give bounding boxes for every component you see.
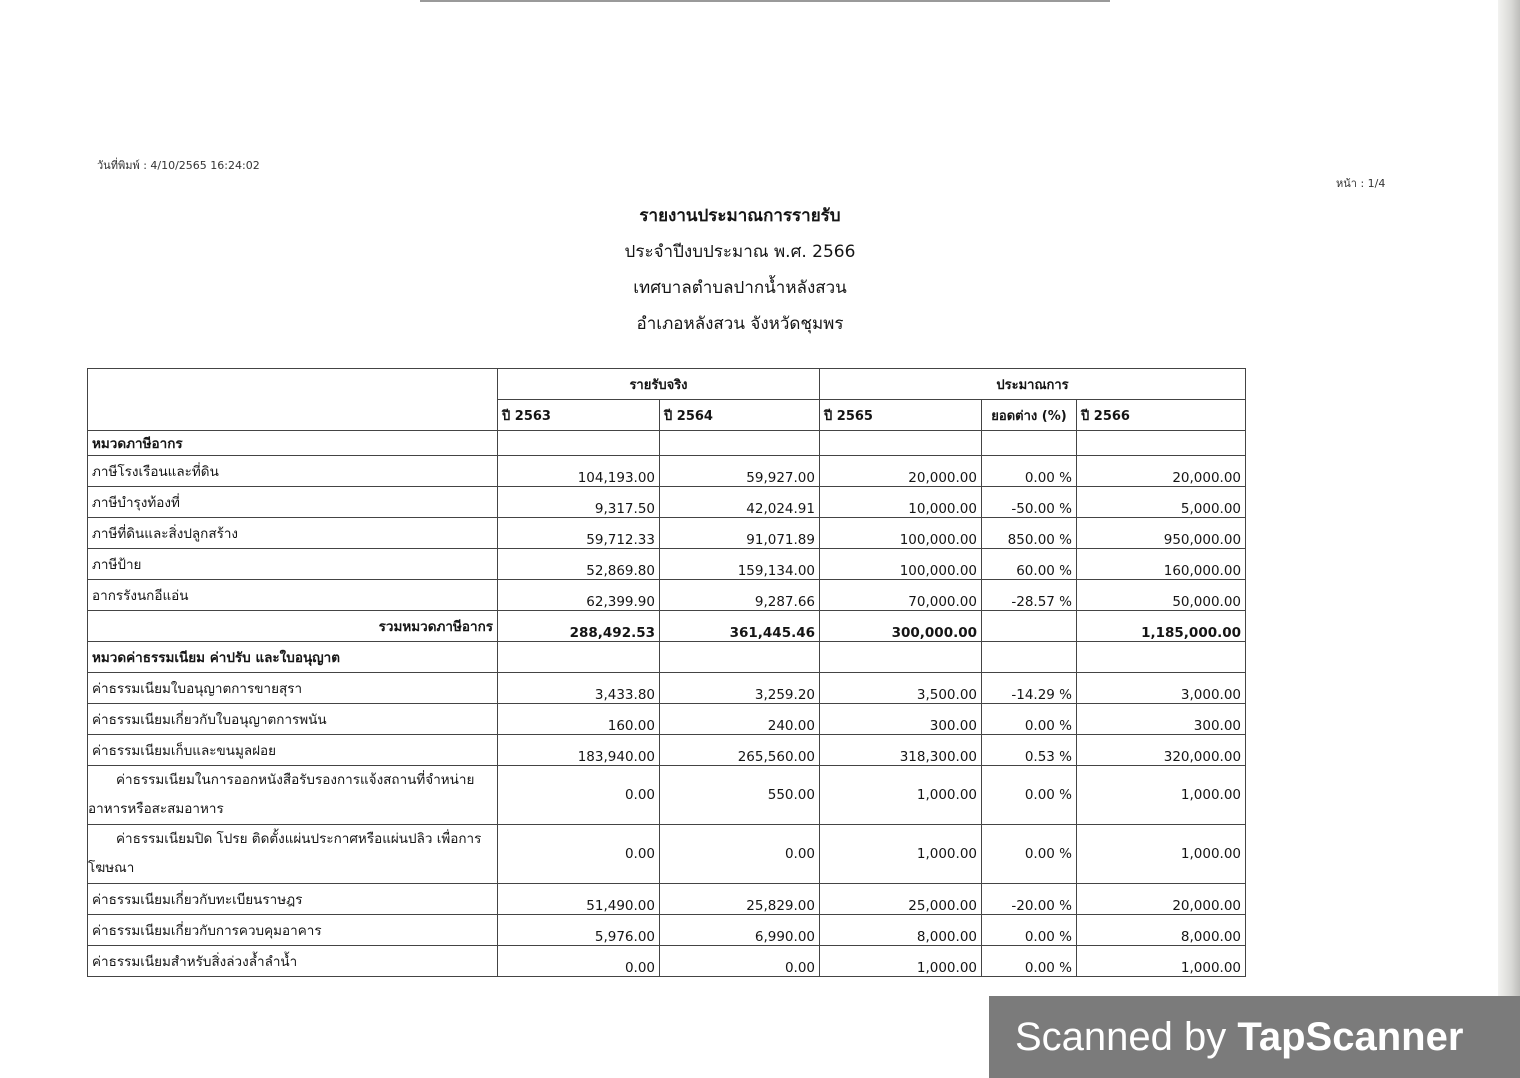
value-2566: 20,000.00 bbox=[1077, 884, 1246, 915]
value-2564: 550.00 bbox=[660, 766, 820, 825]
value-2566: 5,000.00 bbox=[1077, 487, 1246, 518]
value-2565: 25,000.00 bbox=[820, 884, 982, 915]
value-2564: 9,287.66 bbox=[660, 580, 820, 611]
value-2566: 1,000.00 bbox=[1077, 946, 1246, 977]
value-difference: -14.29 % bbox=[982, 673, 1077, 704]
value-2563: 59,712.33 bbox=[498, 518, 660, 549]
category-row-taxes bbox=[88, 431, 1246, 456]
value-difference: -50.00 % bbox=[982, 487, 1077, 518]
watermark-prefix: Scanned by bbox=[1015, 1015, 1238, 1059]
table-row bbox=[88, 487, 1246, 518]
row-label: ภาษีบำรุงท้องที่ bbox=[88, 487, 498, 518]
row-label: อากรรังนกอีแอ่น bbox=[88, 580, 498, 611]
row-label: ภาษีโรงเรือนและที่ดิน bbox=[88, 456, 498, 487]
category-label: หมวดภาษีอากร bbox=[88, 431, 498, 456]
value-2565: 100,000.00 bbox=[820, 549, 982, 580]
row-label: ค่าธรรมเนียมเก็บและขนมูลฝอย bbox=[88, 735, 498, 766]
table-row bbox=[88, 518, 1246, 549]
value-2565: 70,000.00 bbox=[820, 580, 982, 611]
fiscal-year-title: ประจำปีงบประมาณ พ.ศ. 2566 bbox=[624, 242, 856, 262]
value-difference: 0.00 % bbox=[982, 915, 1077, 946]
header-year-2566: ปี 2566 bbox=[1077, 400, 1246, 431]
value-2566: 50,000.00 bbox=[1077, 580, 1246, 611]
value-2566: 20,000.00 bbox=[1077, 456, 1246, 487]
value-2564: 265,560.00 bbox=[660, 735, 820, 766]
total-2566: 1,185,000.00 bbox=[1077, 611, 1246, 642]
value-2565: 1,000.00 bbox=[820, 825, 982, 884]
table-row bbox=[88, 735, 1246, 766]
value-difference: -20.00 % bbox=[982, 884, 1077, 915]
row-label: ค่าธรรมเนียมปิด โปรย ติดตั้งแผ่นประกาศหรือแผ่นปลิว เพื่อการโฆษณา bbox=[88, 825, 498, 884]
value-2565: 300.00 bbox=[820, 704, 982, 735]
total-row-taxes bbox=[88, 611, 1246, 642]
value-2564: 0.00 bbox=[660, 946, 820, 977]
total-2563: 288,492.53 bbox=[498, 611, 660, 642]
scanner-watermark bbox=[989, 996, 1520, 1078]
header-year-2563: ปี 2563 bbox=[498, 400, 660, 431]
table-row bbox=[88, 580, 1246, 611]
value-2564: 25,829.00 bbox=[660, 884, 820, 915]
print-date: วันที่พิมพ์ : 4/10/2565 16:24:02 bbox=[97, 159, 260, 172]
value-2563: 3,433.80 bbox=[498, 673, 660, 704]
value-2563: 0.00 bbox=[498, 766, 660, 825]
value-2563: 160.00 bbox=[498, 704, 660, 735]
value-difference: 0.00 % bbox=[982, 825, 1077, 884]
row-label: ค่าธรรมเนียมเกี่ยวกับการควบคุมอาคาร bbox=[88, 915, 498, 946]
row-label: ภาษีป้าย bbox=[88, 549, 498, 580]
value-difference: -28.57 % bbox=[982, 580, 1077, 611]
value-2563: 52,869.80 bbox=[498, 549, 660, 580]
value-2564: 42,024.91 bbox=[660, 487, 820, 518]
row-label: ค่าธรรมเนียมเกี่ยวกับใบอนุญาตการพนัน bbox=[88, 704, 498, 735]
value-difference: 0.00 % bbox=[982, 456, 1077, 487]
value-2563: 0.00 bbox=[498, 825, 660, 884]
value-2564: 0.00 bbox=[660, 825, 820, 884]
value-2566: 950,000.00 bbox=[1077, 518, 1246, 549]
table-row bbox=[88, 825, 1246, 884]
value-difference: 0.00 % bbox=[982, 704, 1077, 735]
table-row bbox=[88, 946, 1246, 977]
header-row-groups bbox=[88, 369, 1246, 400]
value-2565: 8,000.00 bbox=[820, 915, 982, 946]
row-label: ภาษีที่ดินและสิ่งปลูกสร้าง bbox=[88, 518, 498, 549]
row-label: ค่าธรรมเนียมในการออกหนังสือรับรองการแจ้งสถานที่จำหน่ายอาหารหรือสะสมอาหาร bbox=[88, 766, 498, 825]
total-label: รวมหมวดภาษีอากร bbox=[88, 611, 498, 642]
value-2563: 9,317.50 bbox=[498, 487, 660, 518]
value-2565: 20,000.00 bbox=[820, 456, 982, 487]
table-row bbox=[88, 456, 1246, 487]
page-number: หน้า : 1/4 bbox=[1336, 177, 1386, 190]
report-title: รายงานประมาณการรายรับ bbox=[639, 206, 841, 226]
value-2565: 10,000.00 bbox=[820, 487, 982, 518]
header-empty-cell bbox=[88, 369, 498, 431]
value-2564: 6,990.00 bbox=[660, 915, 820, 946]
page-edge-shadow bbox=[1498, 0, 1520, 1078]
value-2565: 1,000.00 bbox=[820, 946, 982, 977]
watermark-brand: TapScanner bbox=[1237, 1015, 1464, 1059]
value-2565: 100,000.00 bbox=[820, 518, 982, 549]
total-difference-empty bbox=[982, 611, 1077, 642]
table-row bbox=[88, 884, 1246, 915]
value-difference: 0.00 % bbox=[982, 766, 1077, 825]
row-label: ค่าธรรมเนียมเกี่ยวกับทะเบียนราษฎร bbox=[88, 884, 498, 915]
value-2566: 3,000.00 bbox=[1077, 673, 1246, 704]
table-row bbox=[88, 549, 1246, 580]
category-label: หมวดค่าธรรมเนียม ค่าปรับ และใบอนุญาต bbox=[88, 642, 498, 673]
table-row bbox=[88, 766, 1246, 825]
value-2563: 5,976.00 bbox=[498, 915, 660, 946]
district-title: อำเภอหลังสวน จังหวัดชุมพร bbox=[636, 314, 844, 334]
value-difference: 0.53 % bbox=[982, 735, 1077, 766]
value-2563: 0.00 bbox=[498, 946, 660, 977]
header-difference-percent: ยอดต่าง (%) bbox=[982, 400, 1077, 431]
row-label: ค่าธรรมเนียมสำหรับสิ่งล่วงล้ำลำน้ำ bbox=[88, 946, 498, 977]
total-2564: 361,445.46 bbox=[660, 611, 820, 642]
table-row bbox=[88, 673, 1246, 704]
report-title-block bbox=[460, 198, 1020, 342]
table-row bbox=[88, 915, 1246, 946]
value-2566: 300.00 bbox=[1077, 704, 1246, 735]
value-2563: 183,940.00 bbox=[498, 735, 660, 766]
value-2563: 104,193.00 bbox=[498, 456, 660, 487]
value-2565: 318,300.00 bbox=[820, 735, 982, 766]
value-2565: 3,500.00 bbox=[820, 673, 982, 704]
value-2566: 1,000.00 bbox=[1077, 766, 1246, 825]
value-2563: 62,399.90 bbox=[498, 580, 660, 611]
header-estimate: ประมาณการ bbox=[820, 369, 1246, 400]
value-2566: 8,000.00 bbox=[1077, 915, 1246, 946]
table-row bbox=[88, 704, 1246, 735]
value-2565: 1,000.00 bbox=[820, 766, 982, 825]
value-2564: 3,259.20 bbox=[660, 673, 820, 704]
value-difference: 850.00 % bbox=[982, 518, 1077, 549]
revenue-estimate-table bbox=[87, 368, 1246, 977]
value-2563: 51,490.00 bbox=[498, 884, 660, 915]
category-row-fees bbox=[88, 642, 1246, 673]
value-2566: 1,000.00 bbox=[1077, 825, 1246, 884]
value-2564: 159,134.00 bbox=[660, 549, 820, 580]
value-2564: 240.00 bbox=[660, 704, 820, 735]
total-2565: 300,000.00 bbox=[820, 611, 982, 642]
row-label: ค่าธรรมเนียมใบอนุญาตการขายสุรา bbox=[88, 673, 498, 704]
value-difference: 60.00 % bbox=[982, 549, 1077, 580]
header-actual-revenue: รายรับจริง bbox=[498, 369, 820, 400]
value-2566: 320,000.00 bbox=[1077, 735, 1246, 766]
value-2564: 91,071.89 bbox=[660, 518, 820, 549]
value-2564: 59,927.00 bbox=[660, 456, 820, 487]
municipality-title: เทศบาลตำบลปากน้ำหลังสวน bbox=[633, 278, 847, 298]
value-difference: 0.00 % bbox=[982, 946, 1077, 977]
scan-edge-line bbox=[420, 0, 1110, 2]
header-year-2564: ปี 2564 bbox=[660, 400, 820, 431]
value-2566: 160,000.00 bbox=[1077, 549, 1246, 580]
header-year-2565: ปี 2565 bbox=[820, 400, 982, 431]
